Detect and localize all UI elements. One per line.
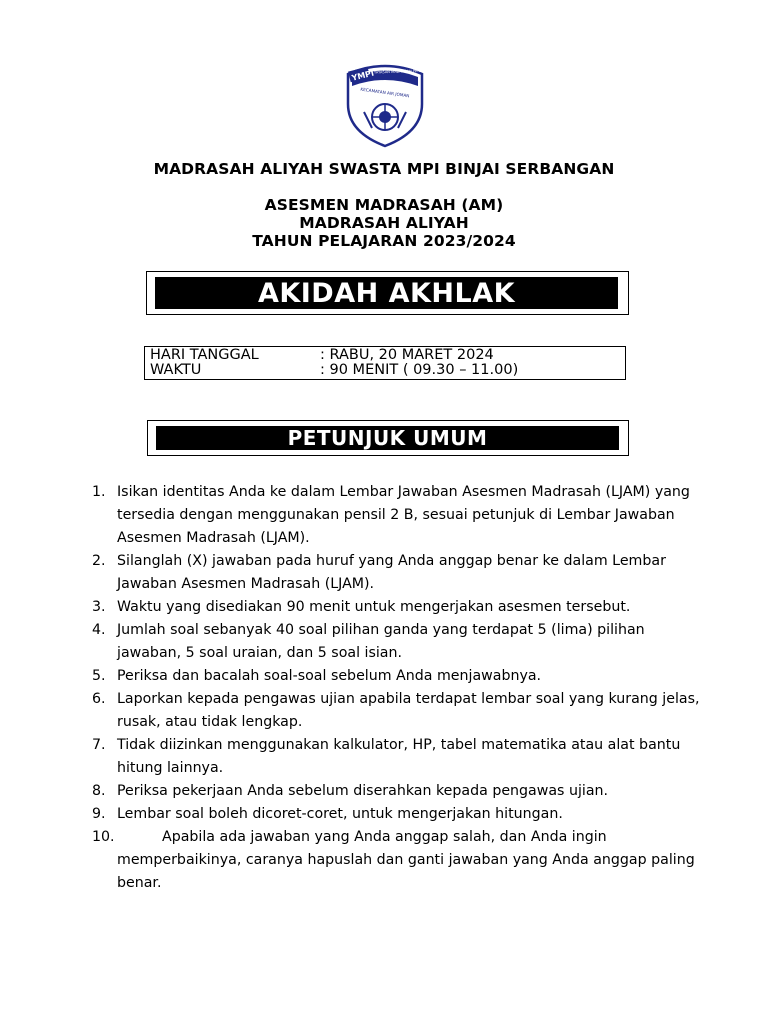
item-number: 2.	[92, 553, 106, 569]
logo-text-arc: YAYASAN MADRASAH PENDIDIKAN ISLAM	[373, 68, 448, 75]
instructions-frame	[147, 420, 629, 456]
list-item	[92, 665, 712, 688]
list-item	[92, 734, 712, 780]
logo-text-top: YMPI	[350, 68, 375, 83]
list-item	[92, 619, 712, 665]
item-text: Jumlah soal sebanyak 40 soal pilihan ganda yang terdapat 5 (lima) pilihan jawaban, 5 soal uraian, dan 5 soal isian.	[117, 622, 645, 661]
item-number: 10.	[92, 829, 115, 845]
item-number: 4.	[92, 622, 106, 638]
academic-year: TAHUN PELAJARAN 2023/2024	[252, 232, 516, 250]
item-text: Periksa pekerjaan Anda sebelum diserahkan kepada pengawas ujian.	[117, 783, 609, 799]
list-item	[92, 780, 712, 803]
exam-name: ASESMEN MADRASAH (AM)	[264, 196, 504, 214]
item-text: Silanglah (X) jawaban pada huruf yang Anda anggap benar ke dalam Lembar Jawaban Asesmen Madrasah (LJAM).	[117, 553, 666, 592]
subject-frame	[146, 271, 629, 315]
list-item	[92, 550, 712, 596]
item-text: Apabila ada jawaban yang Anda anggap salah, dan Anda ingin memperbaikinya, caranya hapuslah dan ganti jawaban yang Anda anggap paling benar.	[117, 829, 695, 891]
subject-title: AKIDAH AKHLAK	[155, 277, 618, 309]
info-value-time: : 90 MENIT ( 09.30 – 11.00)	[320, 362, 519, 378]
logo-text-sub: KECAMATAN AIR JOMAN	[360, 86, 410, 99]
item-text: Isikan identitas Anda ke dalam Lembar Jawaban Asesmen Madrasah (LJAM) yang tersedia dengan menggunakan pensil 2 B, sesuai petunjuk di Lembar Jawaban Asesmen Madrasah (LJAM).	[117, 484, 690, 546]
info-label-date: HARI TANGGAL	[150, 347, 259, 363]
item-number: 9.	[92, 806, 106, 822]
list-item	[92, 826, 712, 895]
list-item	[92, 803, 712, 826]
instructions-title: PETUNJUK UMUM	[156, 426, 619, 450]
list-item	[92, 596, 712, 619]
item-number: 1.	[92, 484, 106, 500]
item-number: 7.	[92, 737, 106, 753]
item-number: 8.	[92, 783, 106, 799]
instructions-list	[92, 481, 712, 895]
item-number: 3.	[92, 599, 106, 615]
item-number: 5.	[92, 668, 106, 684]
list-item	[92, 688, 712, 734]
exam-info-table	[144, 346, 626, 380]
info-label-time: WAKTU	[150, 362, 202, 378]
school-level: MADRASAH ALIYAH	[299, 214, 469, 232]
item-text: Periksa dan bacalah soal-soal sebelum Anda menjawabnya.	[117, 668, 542, 684]
list-item	[92, 481, 712, 550]
item-text: Lembar soal boleh dicoret-coret, untuk mengerjakan hitungan.	[117, 806, 563, 822]
item-text: Tidak diizinkan menggunakan kalkulator, HP, tabel matematika atau alat bantu hitung lainnya.	[117, 737, 681, 776]
school-name: MADRASAH ALIYAH SWASTA MPI BINJAI SERBANGAN	[153, 160, 615, 178]
item-text: Waktu yang disediakan 90 menit untuk mengerjakan asesmen tersebut.	[117, 599, 631, 615]
item-number: 6.	[92, 691, 106, 707]
item-text: Laporkan kepada pengawas ujian apabila terdapat lembar soal yang kurang jelas, rusak, atau tidak lengkap.	[117, 691, 700, 730]
info-value-date: : RABU, 20 MARET 2024	[320, 347, 494, 363]
school-logo	[340, 62, 448, 148]
